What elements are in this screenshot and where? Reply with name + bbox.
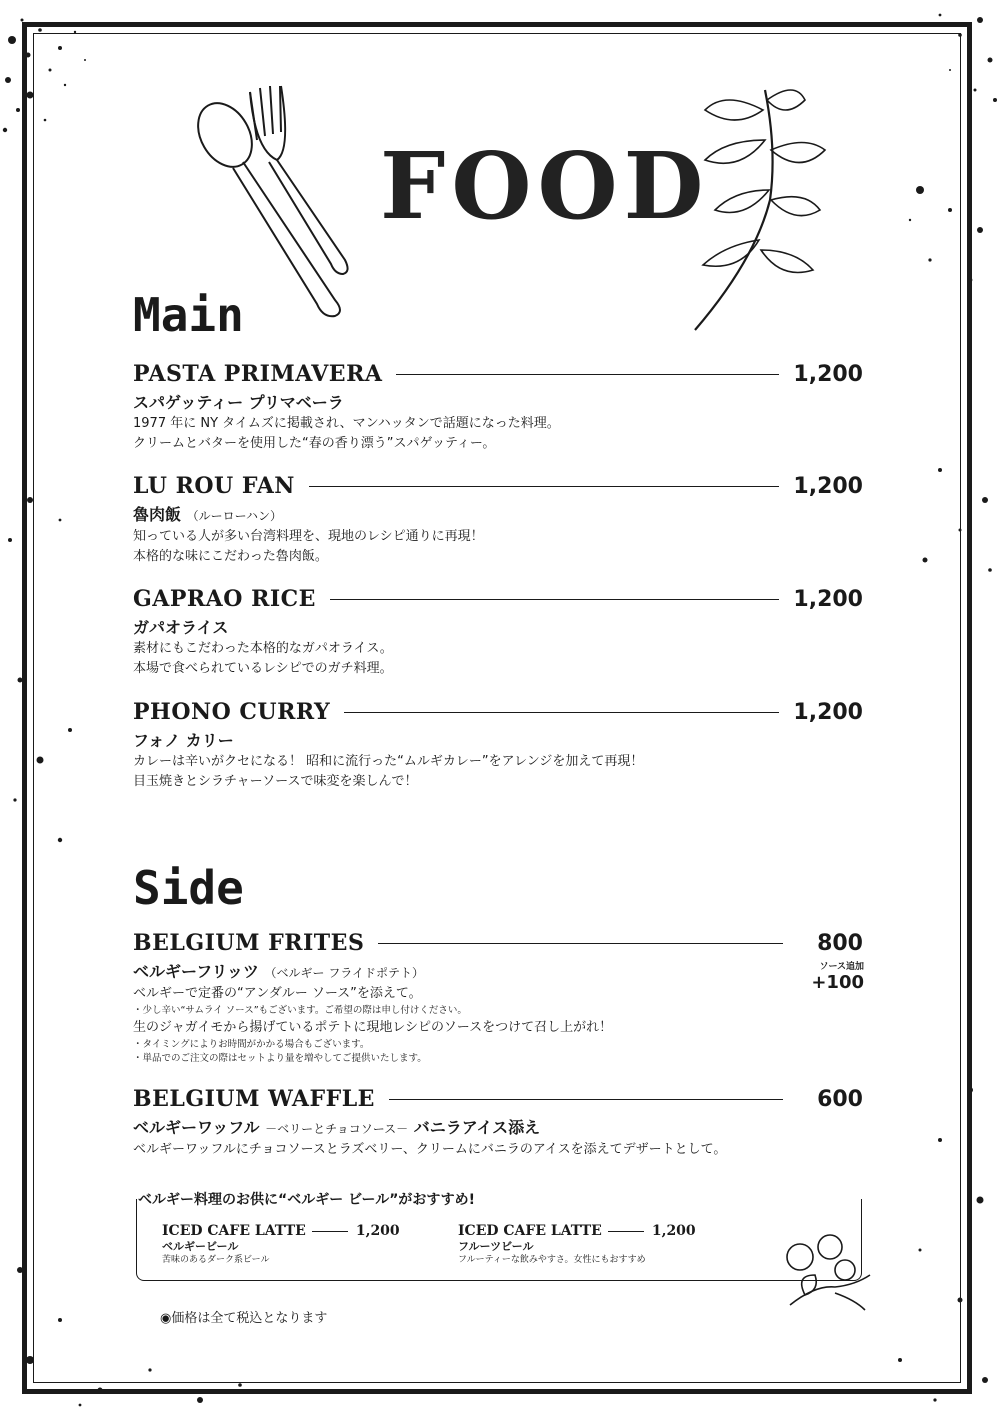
- item-jp-sub: －ベリーとチョコソース－: [265, 1122, 409, 1136]
- drink-jp-name: ベルギービール: [162, 1240, 239, 1253]
- ink-splatter-top-left: [0, 0, 120, 150]
- item-name: LU ROU FAN: [133, 473, 295, 499]
- drink-item: [162, 1222, 432, 1267]
- drink-price: 1,200: [355, 1223, 400, 1239]
- item-price: 1,200: [793, 699, 863, 725]
- item-jp-name-main: ベルギーフリッツ: [133, 962, 259, 981]
- item-note: ・少し辛い“サムライ ソース”もございます。ご希望の際は申し付けください。: [133, 1005, 467, 1016]
- item-jp-name: ガパオライス: [133, 618, 229, 637]
- section-title-side: Side: [133, 861, 244, 915]
- drink-desc: フルーティーな飲みやすさ。女性にもおすすめ: [458, 1255, 646, 1265]
- leader-line: [309, 486, 779, 487]
- addon-price: +100: [811, 972, 864, 993]
- item-jp-name: フォノ カリー: [133, 731, 234, 750]
- leader-line: [330, 599, 779, 600]
- item-name: BELGIUM WAFFLE: [133, 1086, 375, 1112]
- item-desc-line: ベルギーワッフルにチョコソースとラズベリー、クリームにバニラのアイスを添えてデザートとして。: [133, 1142, 727, 1157]
- menu-item-belgium-waffle: [133, 1085, 863, 1160]
- item-desc-line: 目玉焼きとシラチャーソースで味変を楽しんで！: [133, 774, 418, 789]
- item-desc-line: 素材にもこだわった本格的なガパオライス。: [133, 641, 393, 656]
- item-name: BELGIUM FRITES: [133, 930, 365, 956]
- ink-splatter-left: [0, 480, 90, 880]
- ink-splatter-right: [900, 170, 1000, 590]
- menu-item-pasta-primavera: [133, 360, 863, 454]
- sauce-addon: [780, 962, 864, 993]
- item-price: 600: [817, 1086, 863, 1112]
- leader-line: [608, 1231, 644, 1232]
- leader-line: [396, 374, 779, 375]
- drink-name: ICED CAFE LATTE: [458, 1223, 602, 1239]
- item-desc-line: ベルギーで定番の“アンダルー ソース”を添えて。: [133, 986, 422, 1001]
- menu-item-phono-curry: [133, 698, 863, 792]
- drink-desc: 苦味のあるダーク系ビール: [162, 1255, 270, 1265]
- addon-label: ソース追加: [819, 962, 864, 972]
- drink-price: 1,200: [651, 1223, 696, 1239]
- item-price: 1,200: [793, 586, 863, 612]
- section-title-main: Main: [133, 288, 244, 342]
- leader-line: [312, 1231, 348, 1232]
- leader-line: [378, 943, 783, 944]
- item-jp-reading: （ベルギー フライドポテト）: [264, 966, 424, 980]
- item-desc-line: 本場で食べられているレシピでのガチ料理。: [133, 661, 393, 676]
- recommend-heading: ベルギー料理のお供に“ベルギー ビール”がおすすめ!: [138, 1190, 485, 1210]
- item-price: 1,200: [793, 361, 863, 387]
- drink-item: [458, 1222, 728, 1267]
- item-name: PASTA PRIMAVERA: [133, 361, 383, 387]
- item-jp-name: スパゲッティー プリマベーラ: [133, 393, 344, 412]
- menu-item-gaprao-rice: [133, 585, 863, 679]
- item-jp-reading: （ルーローハン）: [186, 509, 282, 523]
- ink-splatter-bottom-right: [860, 1060, 1000, 1414]
- item-desc-line: 本格的な味にこだわった魯肉飯。: [133, 549, 328, 564]
- item-jp-name: [133, 1117, 863, 1140]
- item-jp-name-main: ベルギーワッフル: [133, 1118, 260, 1137]
- item-jp-name-main: 魯肉飯: [133, 505, 182, 524]
- item-desc-line: カレーは辛いがクセになる！ 昭和に流行った“ムルギカレー”をアレンジを加えて再現！: [133, 754, 644, 769]
- item-desc-line: 1977 年に NY タイムズに掲載され、マンハッタンで話題になった料理。: [133, 416, 560, 431]
- item-note: ・タイミングによりお時間がかかる場合もございます。: [133, 1039, 370, 1050]
- item-desc-line: 生のジャガイモから揚げているポテトに現地レシピのソースをつけて召し上がれ！: [133, 1020, 613, 1035]
- item-jp-name-suffix: バニラアイス添え: [413, 1118, 541, 1137]
- drink-jp-name: フルーツビール: [458, 1240, 534, 1253]
- tax-note: ◉価格は全て税込となります: [160, 1311, 328, 1326]
- page-title: FOOD: [380, 132, 710, 240]
- spoon-fork-illustration: [195, 80, 365, 320]
- item-jp-name: [133, 504, 863, 527]
- item-note: ・単品でのご注文の際はセットより量を増やしてご提供いたします。: [133, 1053, 427, 1064]
- ink-splatter-top-right: [880, 0, 1000, 120]
- item-price: 1,200: [793, 473, 863, 499]
- drink-name: ICED CAFE LATTE: [162, 1223, 306, 1239]
- item-name: GAPRAO RICE: [133, 586, 316, 612]
- item-jp-name: [133, 961, 863, 984]
- item-price: 800: [817, 930, 863, 956]
- item-name: PHONO CURRY: [133, 699, 331, 725]
- leader-line: [344, 712, 779, 713]
- leader-line: [389, 1099, 783, 1100]
- menu-item-belgium-frites: [133, 929, 863, 1066]
- menu-item-lu-rou-fan: [133, 472, 863, 567]
- item-desc-line: 知っている人が多い台湾料理を、現地のレシピ通りに再現！: [133, 529, 484, 544]
- item-desc-line: クリームとバターを使用した“春の香り漂う”スパゲッティー。: [133, 436, 496, 451]
